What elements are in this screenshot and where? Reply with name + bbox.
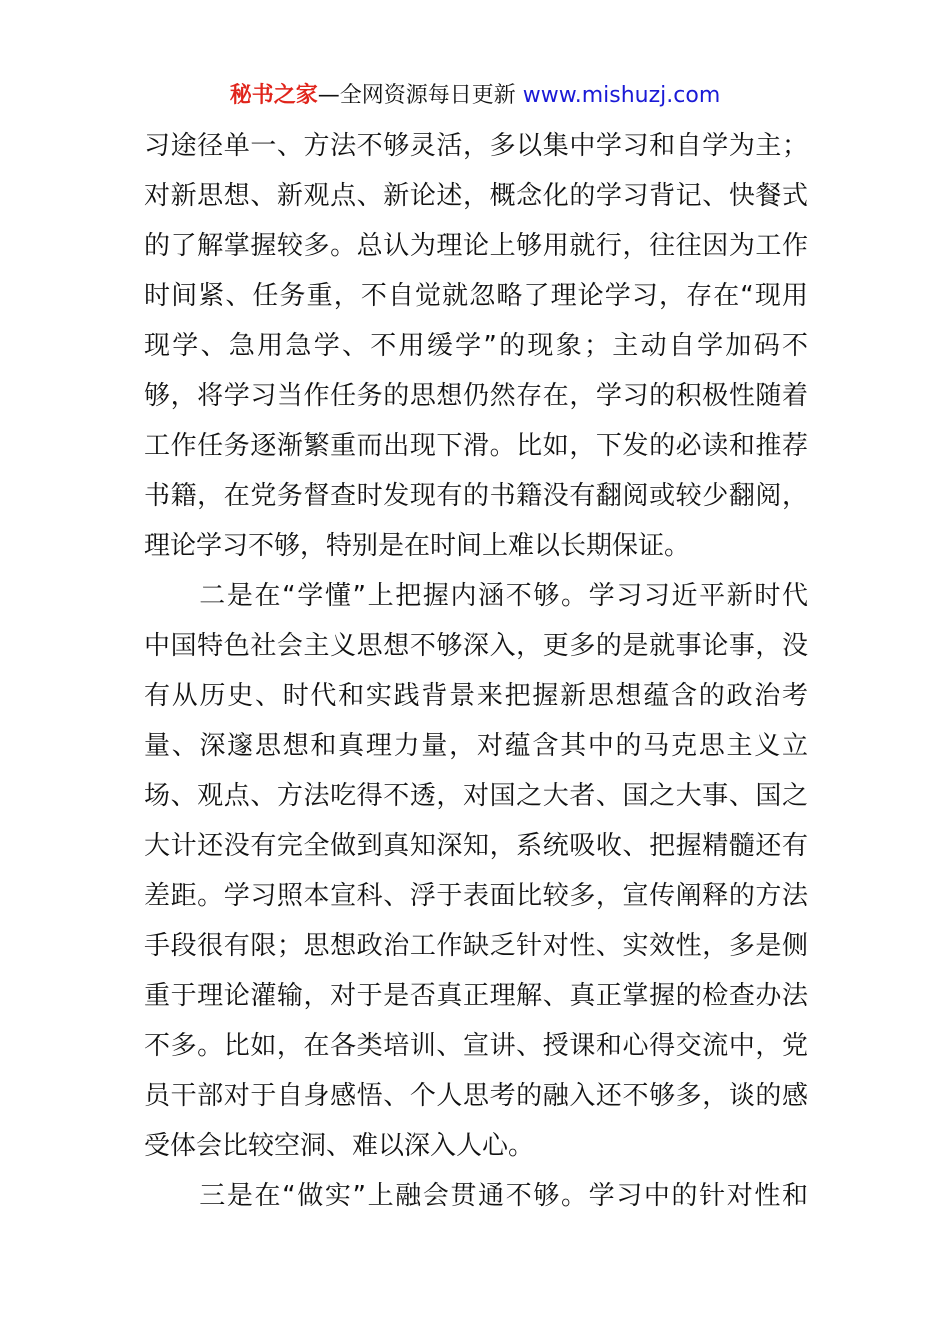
text-line: 时间紧、任务重，不自觉就忽略了理论学习，存在“现用 — [144, 281, 808, 311]
site-header — [0, 80, 950, 112]
text-line: 场、观点、方法吃得不透，对国之大者、国之大事、国之 — [144, 781, 808, 811]
text-line: 习途径单一、方法不够灵活，多以集中学习和自学为主； — [144, 131, 808, 161]
text-line: 对新思想、新观点、新论述，概念化的学习背记、快餐式 — [144, 181, 808, 211]
text-line: 员干部对于自身感悟、个人思考的融入还不够多，谈的感 — [144, 1081, 808, 1111]
brand-name: 秘书之家 — [229, 83, 318, 108]
text-line: 的了解掌握较多。总认为理论上够用就行，往往因为工作 — [144, 231, 808, 261]
text-line: 手段很有限；思想政治工作缺乏针对性、实效性，多是侧 — [144, 931, 808, 961]
text-line: 中国特色社会主义思想不够深入，更多的是就事论事，没 — [144, 631, 808, 661]
text-line: 不多。比如，在各类培训、宣讲、授课和心得交流中，党 — [144, 1031, 808, 1061]
text-line: 重于理论灌输，对于是否真正理解、真正掌握的检查办法 — [144, 981, 808, 1011]
text-line: 现学、急用急学、不用缓学”的现象；主动自学加码不 — [144, 331, 808, 361]
text-line: 二是在“学懂”上把握内涵不够。学习习近平新时代 — [144, 581, 808, 611]
text-line: 工作任务逐渐繁重而出现下滑。比如，下发的必读和推荐 — [144, 431, 808, 461]
document-body — [144, 121, 808, 1221]
text-line: 量、深邃思想和真理力量，对蕴含其中的马克思主义立 — [144, 731, 808, 761]
text-line: 三是在“做实”上融会贯通不够。学习中的针对性和 — [144, 1181, 808, 1211]
text-line: 够，将学习当作任务的思想仍然存在，学习的积极性随着 — [144, 381, 808, 411]
text-line: 书籍，在党务督查时发现有的书籍没有翻阅或较少翻阅， — [144, 481, 808, 511]
text-line: 理论学习不够，特别是在时间上难以长期保证。 — [144, 531, 691, 561]
text-line: 有从历史、时代和实践背景来把握新思想蕴含的政治考 — [144, 681, 808, 711]
header-slogan: —全网资源每日更新 — [317, 83, 523, 108]
site-url[interactable]: www.mishuzj.com — [522, 83, 721, 108]
text-line: 大计还没有完全做到真知深知，系统吸收、把握精髓还有 — [144, 831, 808, 861]
text-line: 差距。学习照本宣科、浮于表面比较多，宣传阐释的方法 — [144, 881, 808, 911]
text-line: 受体会比较空洞、难以深入人心。 — [144, 1131, 535, 1161]
